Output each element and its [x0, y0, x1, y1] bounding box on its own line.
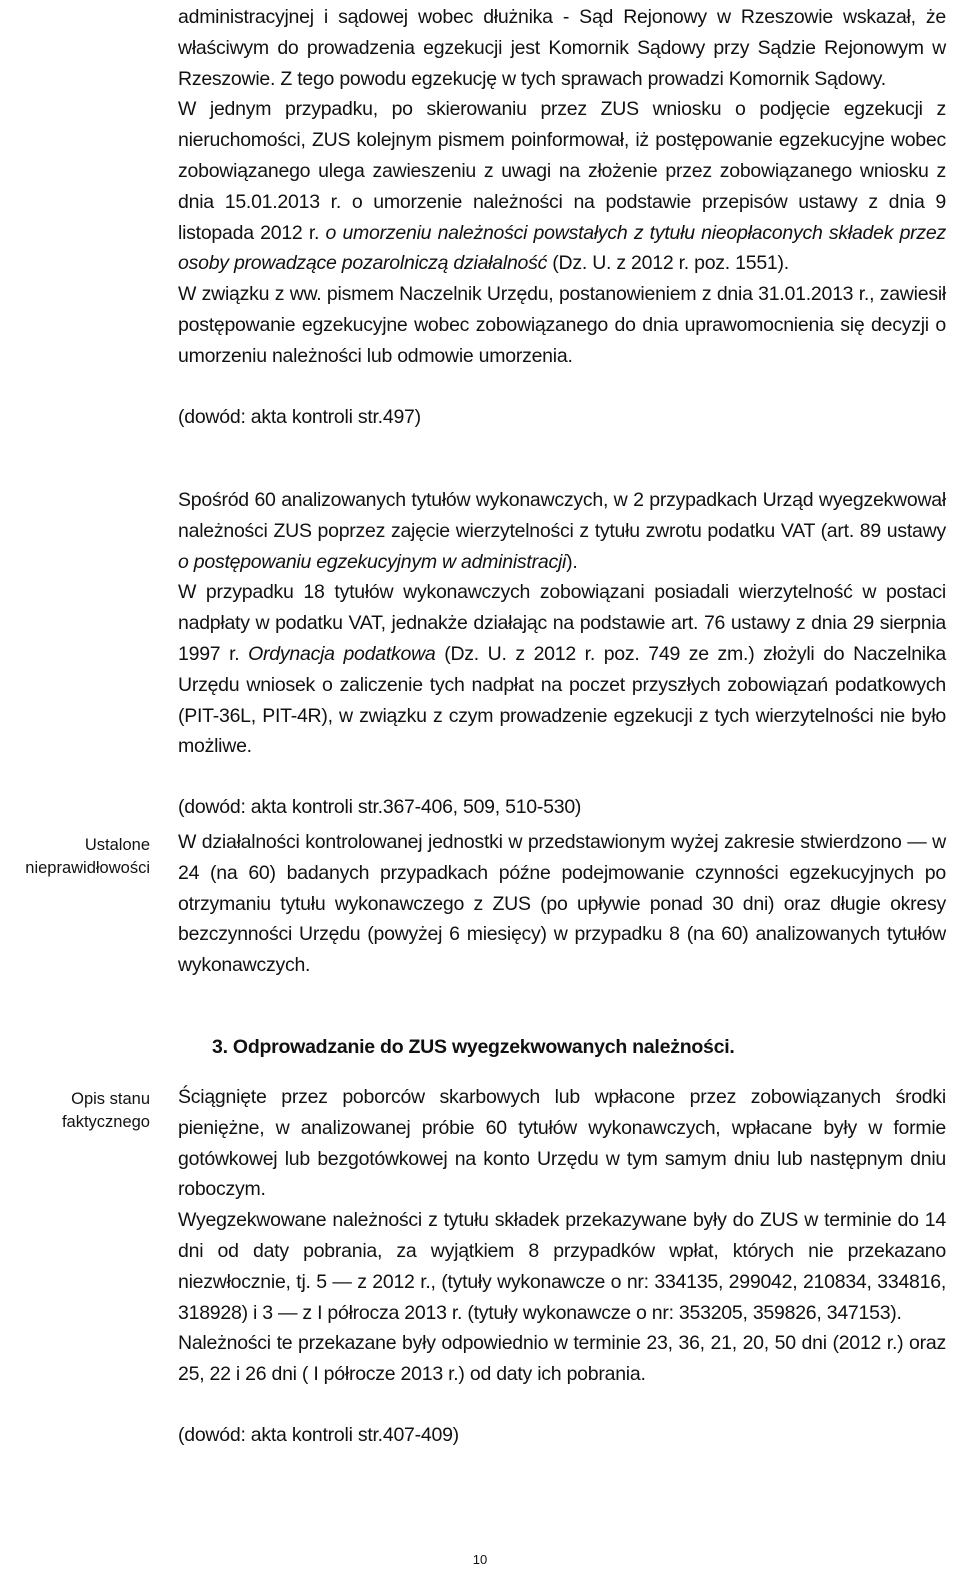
act-title-italic: o umorzeniu należności powstałych z tytułu nieopłaconych składek przez osoby prowadzące pozarolniczą działalność — [178, 221, 947, 275]
spacer — [178, 1390, 946, 1420]
evidence-reference: (dowód: akta kontroli str.497) — [178, 405, 421, 428]
paragraph-vat-seizure — [178, 485, 946, 577]
paragraph-transfer-days: Należności te przekazane były odpowiednio w terminie 23, 36, 21, 20, 50 dni (2012 r.) oraz 25, 22 i 26 dni ( I półrocze 2013 r.) od daty ich pobrania. — [178, 1332, 946, 1386]
paragraph-suspension-text-a: W jednym przypadku, po skierowaniu przez ZUS wniosku o podjęcie egzekucji z nieruchomości, ZUS kolejnym pismem poinformował, iż postępowanie egzekucyjne wobec zobowiązanego ulega zawieszeniu z uwagi na złożenie przez zobowiązanego wniosku z dnia 15.01.2013 r. o umorzenie należności na podstawie przepisów ustawy z dnia 9 listopada 2012 r. — [178, 98, 946, 244]
evidence-reference: (dowód: akta kontroli str.407-409) — [178, 1423, 459, 1446]
paragraph-overpayment — [178, 577, 946, 762]
side-label-irregularities: Ustalone nieprawidłowości — [25, 836, 150, 877]
act-title-italic: Ordynacja podatkowa — [248, 642, 436, 665]
paragraph-suspension — [178, 94, 946, 279]
section-heading: 3. Odprowadzanie do ZUS wyegzekwowanych należności. — [212, 1036, 735, 1058]
paragraph-overpayment-text-a: W przypadku 18 tytułów wykonawczych zobowiązani posiadali wierzytelność w postaci nadpłaty w podatku VAT, jednakże działając na podstawie art. 76 ustawy z dnia 29 sierpnia 1997 r. — [178, 581, 946, 665]
evidence-reference: (dowód: akta kontroli str.367-406, 509, 510-530) — [178, 796, 582, 819]
side-label-factual-state: Opis stanu faktycznego — [61, 1090, 150, 1131]
paragraph-collected-funds: Ściągnięte przez poborców skarbowych lub wpłacone przez zobowiązanych środki pieniężne, w analizowanej próbie 60 tytułów wykonawczych, wpłacane były w formie gotówkowej lub bezgotówkowej na konto Urzędu w tym samym dniu lub następnym dniu roboczym. — [178, 1086, 946, 1201]
act-title-italic: o postępowaniu egzekucyjnym w administracji — [178, 550, 567, 573]
paragraph-irregularities: W działalności kontrolowanej jednostki w przedstawionym wyżej zakresie stwierdzono — w 24 (na 60) badanych przypadkach późne podejmowanie czynności egzekucyjnych po otrzymaniu tytułu wykonawczego z ZUS (po upływie ponad 30 dni) oraz długie okresy bezczynności Urzędu (powyżej 6 miesięcy) w przypadku 8 (na 60) analizowanych tytułów wykonawczych. — [178, 831, 946, 977]
paragraph-bailiff: administracyjnej i sądowej wobec dłużnika - Sąd Rejonowy w Rzeszowie wskazał, że właściwym do prowadzenia egzekucji jest Komornik Sądowy przy Sądzie Rejonowym w Rzeszowie. Z tego powodu egzekucję w tych sprawach prowadzi Komornik Sądowy. — [178, 6, 946, 90]
page-number: 10 — [472, 1552, 488, 1567]
text-block-irregularities — [178, 827, 946, 981]
paragraph-decision: W związku z ww. pismem Naczelnik Urzędu, postanowieniem z dnia 31.01.2013 r., zawiesił postępowanie egzekucyjne wobec zobowiązanego do dnia uprawomocnienia się decyzji o umorzeniu należności lub odmowie umorzenia. — [178, 283, 946, 367]
text-block-vat-claims — [178, 485, 946, 823]
paragraph-vat-text-b: ). — [566, 550, 578, 573]
paragraph-vat-text-a: Spośród 60 analizowanych tytułów wykonawczych, w 2 przypadkach Urząd wyegzekwował należności ZUS poprzez zajęcie wierzytelności z tytułu zwrotu podatku VAT (art. 89 ustawy — [178, 489, 946, 542]
text-block-transfers — [178, 1082, 946, 1451]
text-block-execution-procedure — [178, 2, 946, 432]
spacer — [178, 762, 946, 792]
paragraph-overpayment-text-b: (Dz. U. z 2012 r. poz. 749 ze zm.) złożyli do Naczelnika Urzędu wniosek o zaliczenie tych nadpłat na poczet przyszłych zobowiązań podatkowych (PIT-36L, PIT-4R), w związku z czym prowadzenie egzekucji z tych wierzytelności nie było możliwe. — [178, 642, 946, 758]
spacer — [178, 372, 946, 402]
paragraph-transfer-deadline: Wyegzekwowane należności z tytułu składek przekazywane były do ZUS w terminie do 14 dni od daty pobrania, za wyjątkiem 8 przypadków wpłat, których nie przekazano niezwłocznie, tj. 5 — z 2012 r., (tytuły wykonawcze o nr: 334135, 299042, 210834, 334816, 318928) i 3 — z I półrocza 2013 r. (tytuły wykonawcze o nr: 353205, 359826, 347153). — [178, 1209, 946, 1324]
paragraph-suspension-text-b: (Dz. U. z 2012 r. poz. 1551). — [547, 252, 789, 275]
